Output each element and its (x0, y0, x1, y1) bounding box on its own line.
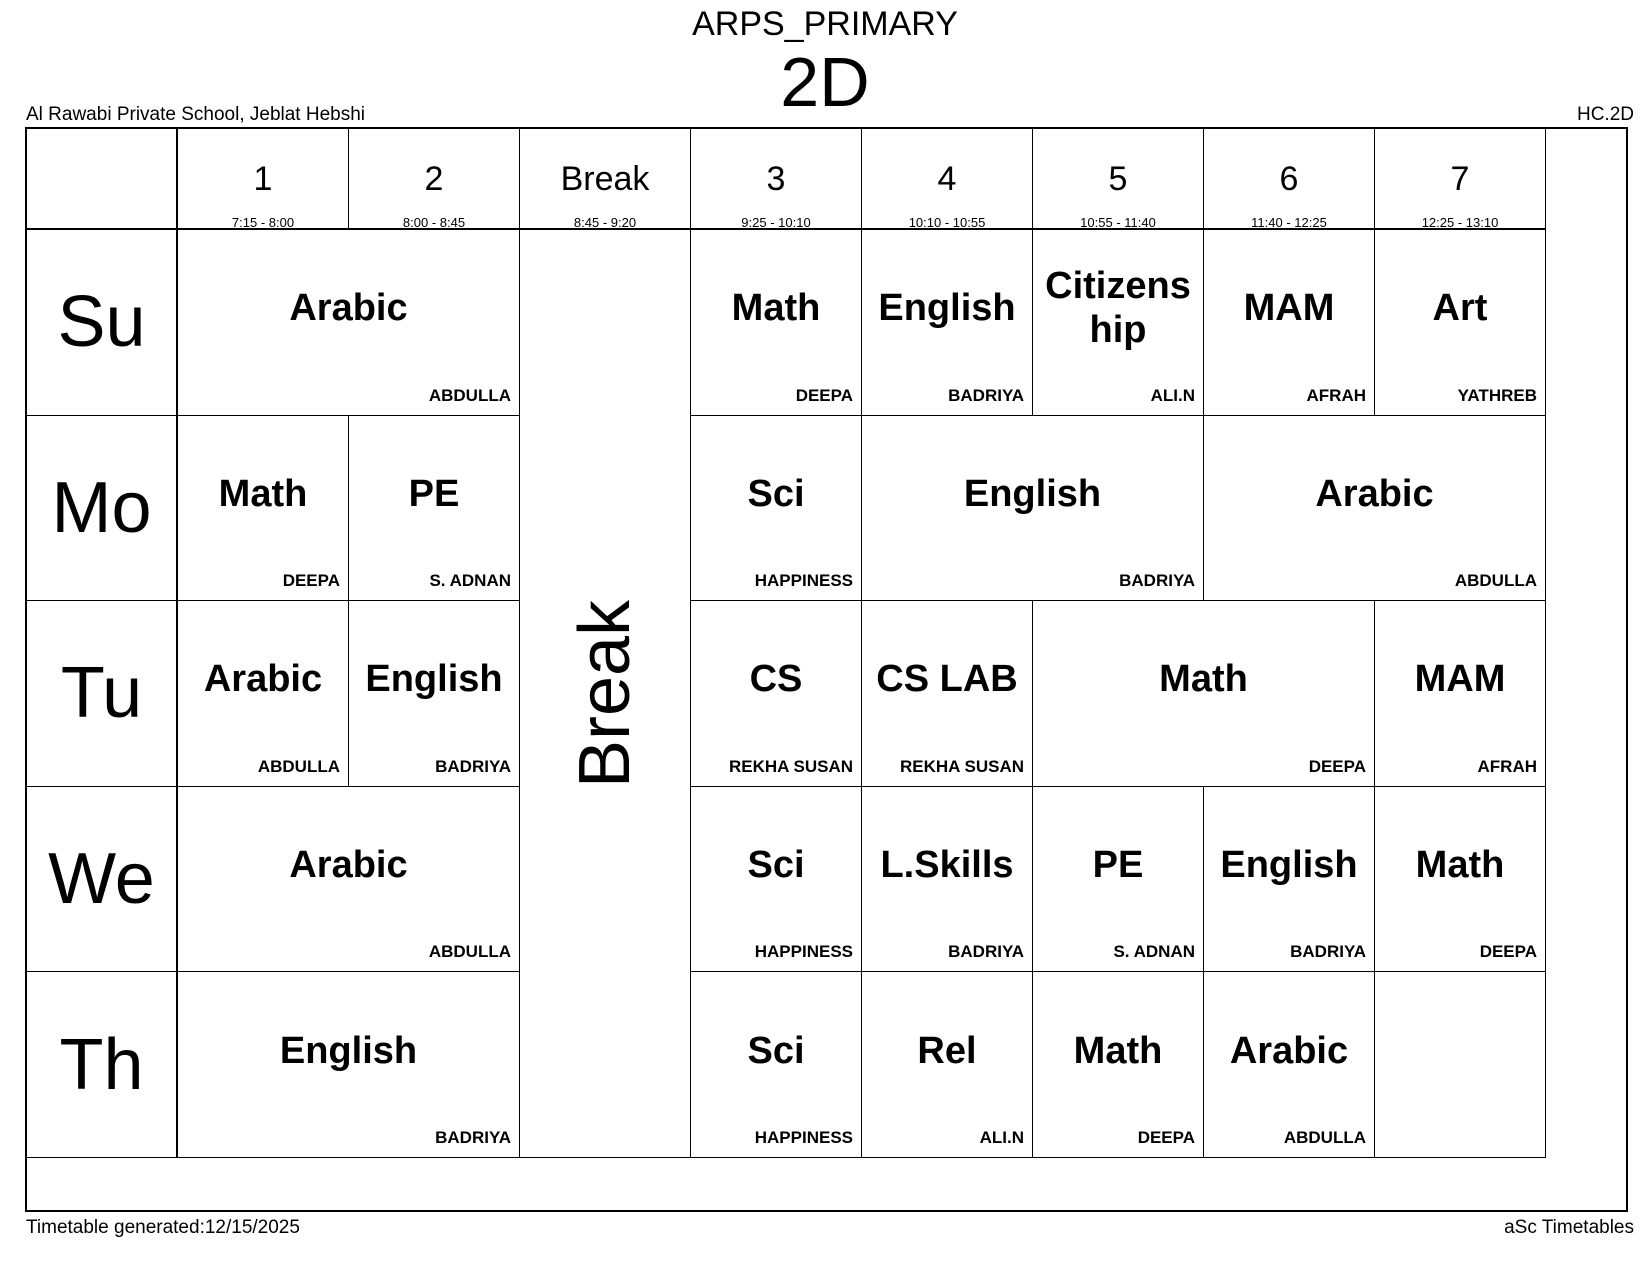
period-label: 5 (1108, 160, 1128, 198)
lesson-subject: English (963, 472, 1102, 515)
lesson-subject: Math (731, 287, 821, 330)
lesson-cell[interactable] (691, 787, 862, 973)
lesson-cell[interactable] (1375, 230, 1546, 416)
lesson-cell[interactable] (1033, 787, 1204, 973)
lesson-subject: PE (1092, 844, 1144, 887)
lesson-teacher: ABDULLA (1283, 1127, 1366, 1147)
lesson-subject: English (365, 658, 503, 701)
lesson-teacher: DEEPA (795, 385, 853, 405)
period-time: 9:25 - 10:10 (741, 215, 811, 230)
day-label-th: Th (27, 972, 178, 1158)
lesson-subject: Arabic (289, 287, 408, 330)
lesson-cell[interactable] (862, 787, 1033, 973)
lesson-teacher: S. ADNAN (429, 571, 511, 591)
school-name: Al Rawabi Private School, Jeblat Hebshi (26, 104, 366, 125)
period-time: 10:55 - 11:40 (1080, 215, 1156, 230)
lesson-cell[interactable] (862, 601, 1033, 787)
period-time: 7:15 - 8:00 (231, 215, 295, 230)
lesson-teacher: ABDULLA (428, 942, 511, 962)
lesson-cell[interactable] (691, 601, 862, 787)
lesson-teacher: AFRAH (1306, 385, 1366, 405)
period-label: 3 (766, 160, 786, 198)
lesson-cell[interactable] (349, 601, 520, 787)
period-label: 7 (1450, 160, 1470, 198)
period-time: 11:40 - 12:25 (1251, 215, 1327, 230)
lesson-teacher: ABDULLA (1454, 571, 1537, 591)
day-label-mo: Mo (27, 416, 178, 602)
lesson-cell[interactable] (1204, 787, 1375, 973)
lesson-subject: Rel (917, 1029, 977, 1072)
class-name: 2D (780, 43, 870, 121)
period-header-2 (349, 129, 520, 230)
period-header-1 (178, 129, 349, 230)
generated-date: Timetable generated:12/15/2025 (26, 1217, 300, 1238)
lesson-subject: Math (1415, 844, 1505, 887)
lesson-subject: Art (1432, 287, 1488, 330)
lesson-cell[interactable] (1033, 972, 1204, 1158)
lesson-teacher: ABDULLA (428, 385, 511, 405)
lesson-subject: Citizens hip (1045, 265, 1191, 352)
lesson-teacher: ALI.N (1150, 385, 1195, 405)
lesson-teacher: BADRIYA (1290, 942, 1366, 962)
lesson-teacher: HAPPINESS (754, 571, 853, 591)
corner-cell (27, 129, 178, 230)
day-label-su: Su (27, 230, 178, 416)
lesson-subject: English (1220, 844, 1358, 887)
period-time: 8:00 - 8:45 (402, 215, 466, 230)
lesson-cell[interactable] (178, 972, 520, 1158)
lesson-cell[interactable] (691, 230, 862, 416)
lesson-cell[interactable] (691, 972, 862, 1158)
lesson-cell[interactable] (691, 416, 862, 602)
lesson-subject: English (878, 287, 1016, 330)
lesson-subject: MAM (1414, 658, 1506, 701)
lesson-teacher: YATHREB (1457, 385, 1537, 405)
brand-label: aSc Timetables (1504, 1217, 1634, 1238)
lesson-cell[interactable] (1204, 416, 1546, 602)
period-time: 10:10 - 10:55 (908, 215, 986, 230)
period-header-3 (520, 129, 691, 230)
lesson-subject: Sci (747, 844, 805, 887)
lesson-cell[interactable] (178, 230, 520, 416)
lesson-subject: Arabic (1229, 1029, 1349, 1072)
lesson-subject: Sci (747, 1029, 805, 1072)
day-label-tu: Tu (27, 601, 178, 787)
lesson-cell[interactable] (1204, 230, 1375, 416)
lesson-teacher: REKHA SUSAN (728, 756, 853, 776)
period-label: 1 (253, 160, 273, 198)
lesson-subject: L.Skills (880, 844, 1014, 887)
lesson-teacher: BADRIYA (948, 385, 1024, 405)
lesson-subject: Math (1159, 658, 1248, 701)
lesson-teacher: ALI.N (979, 1127, 1024, 1147)
lesson-subject: English (279, 1029, 418, 1072)
lesson-subject: MAM (1243, 287, 1335, 330)
lesson-cell[interactable] (1375, 972, 1546, 1158)
lesson-subject: CS (749, 658, 803, 701)
lesson-teacher: DEEPA (282, 571, 340, 591)
lesson-cell[interactable] (178, 601, 349, 787)
period-label: Break (560, 160, 650, 198)
lesson-subject: Arabic (203, 658, 323, 701)
lesson-subject: Sci (747, 472, 805, 515)
day-label-we: We (27, 787, 178, 973)
break-column (520, 230, 691, 1158)
lesson-teacher: HAPPINESS (754, 942, 853, 962)
break-label: Break (565, 599, 645, 788)
period-time: 8:45 - 9:20 (573, 215, 637, 230)
lesson-subject: CS LAB (876, 658, 1018, 701)
lesson-cell[interactable] (862, 230, 1033, 416)
lesson-teacher: REKHA SUSAN (899, 756, 1024, 776)
timetable-code: HC.2D (1576, 104, 1634, 125)
lesson-cell[interactable] (862, 972, 1033, 1158)
lesson-teacher: BADRIYA (435, 1127, 511, 1147)
timetable-grid (25, 127, 1628, 1212)
period-time: 12:25 - 13:10 (1421, 215, 1499, 230)
lesson-teacher: BADRIYA (1119, 571, 1195, 591)
lesson-teacher: BADRIYA (435, 756, 511, 776)
lesson-cell[interactable] (349, 416, 520, 602)
lesson-subject: PE (408, 472, 460, 515)
lesson-teacher: DEEPA (1308, 756, 1366, 776)
period-label: 2 (424, 160, 444, 198)
lesson-subject: Math (218, 472, 308, 515)
lesson-cell[interactable] (862, 416, 1204, 602)
lesson-cell[interactable] (178, 416, 349, 602)
lesson-subject (1375, 972, 1545, 1129)
lesson-cell[interactable] (1033, 601, 1375, 787)
lesson-teacher: HAPPINESS (754, 1127, 853, 1147)
lesson-cell[interactable] (1375, 787, 1546, 973)
page-title: ARPS_PRIMARY (692, 5, 958, 43)
lesson-cell[interactable] (1204, 972, 1375, 1158)
lesson-teacher: BADRIYA (948, 942, 1024, 962)
lesson-teacher: DEEPA (1137, 1127, 1195, 1147)
lesson-subject: Arabic (289, 844, 408, 887)
period-header-4 (691, 129, 862, 230)
lesson-subject: Math (1073, 1029, 1163, 1072)
period-header-5 (862, 129, 1033, 230)
period-label: 4 (937, 160, 957, 198)
period-header-8 (1375, 129, 1546, 230)
lesson-teacher: ABDULLA (257, 756, 340, 776)
lesson-teacher: S. ADNAN (1113, 942, 1195, 962)
lesson-cell[interactable] (1033, 230, 1204, 416)
lesson-subject: Arabic (1315, 472, 1434, 515)
lesson-cell[interactable] (1375, 601, 1546, 787)
period-header-7 (1204, 129, 1375, 230)
lesson-teacher: AFRAH (1477, 756, 1537, 776)
lesson-cell[interactable] (178, 787, 520, 973)
period-label: 6 (1279, 160, 1299, 198)
lesson-teacher: DEEPA (1479, 942, 1537, 962)
period-header-6 (1033, 129, 1204, 230)
